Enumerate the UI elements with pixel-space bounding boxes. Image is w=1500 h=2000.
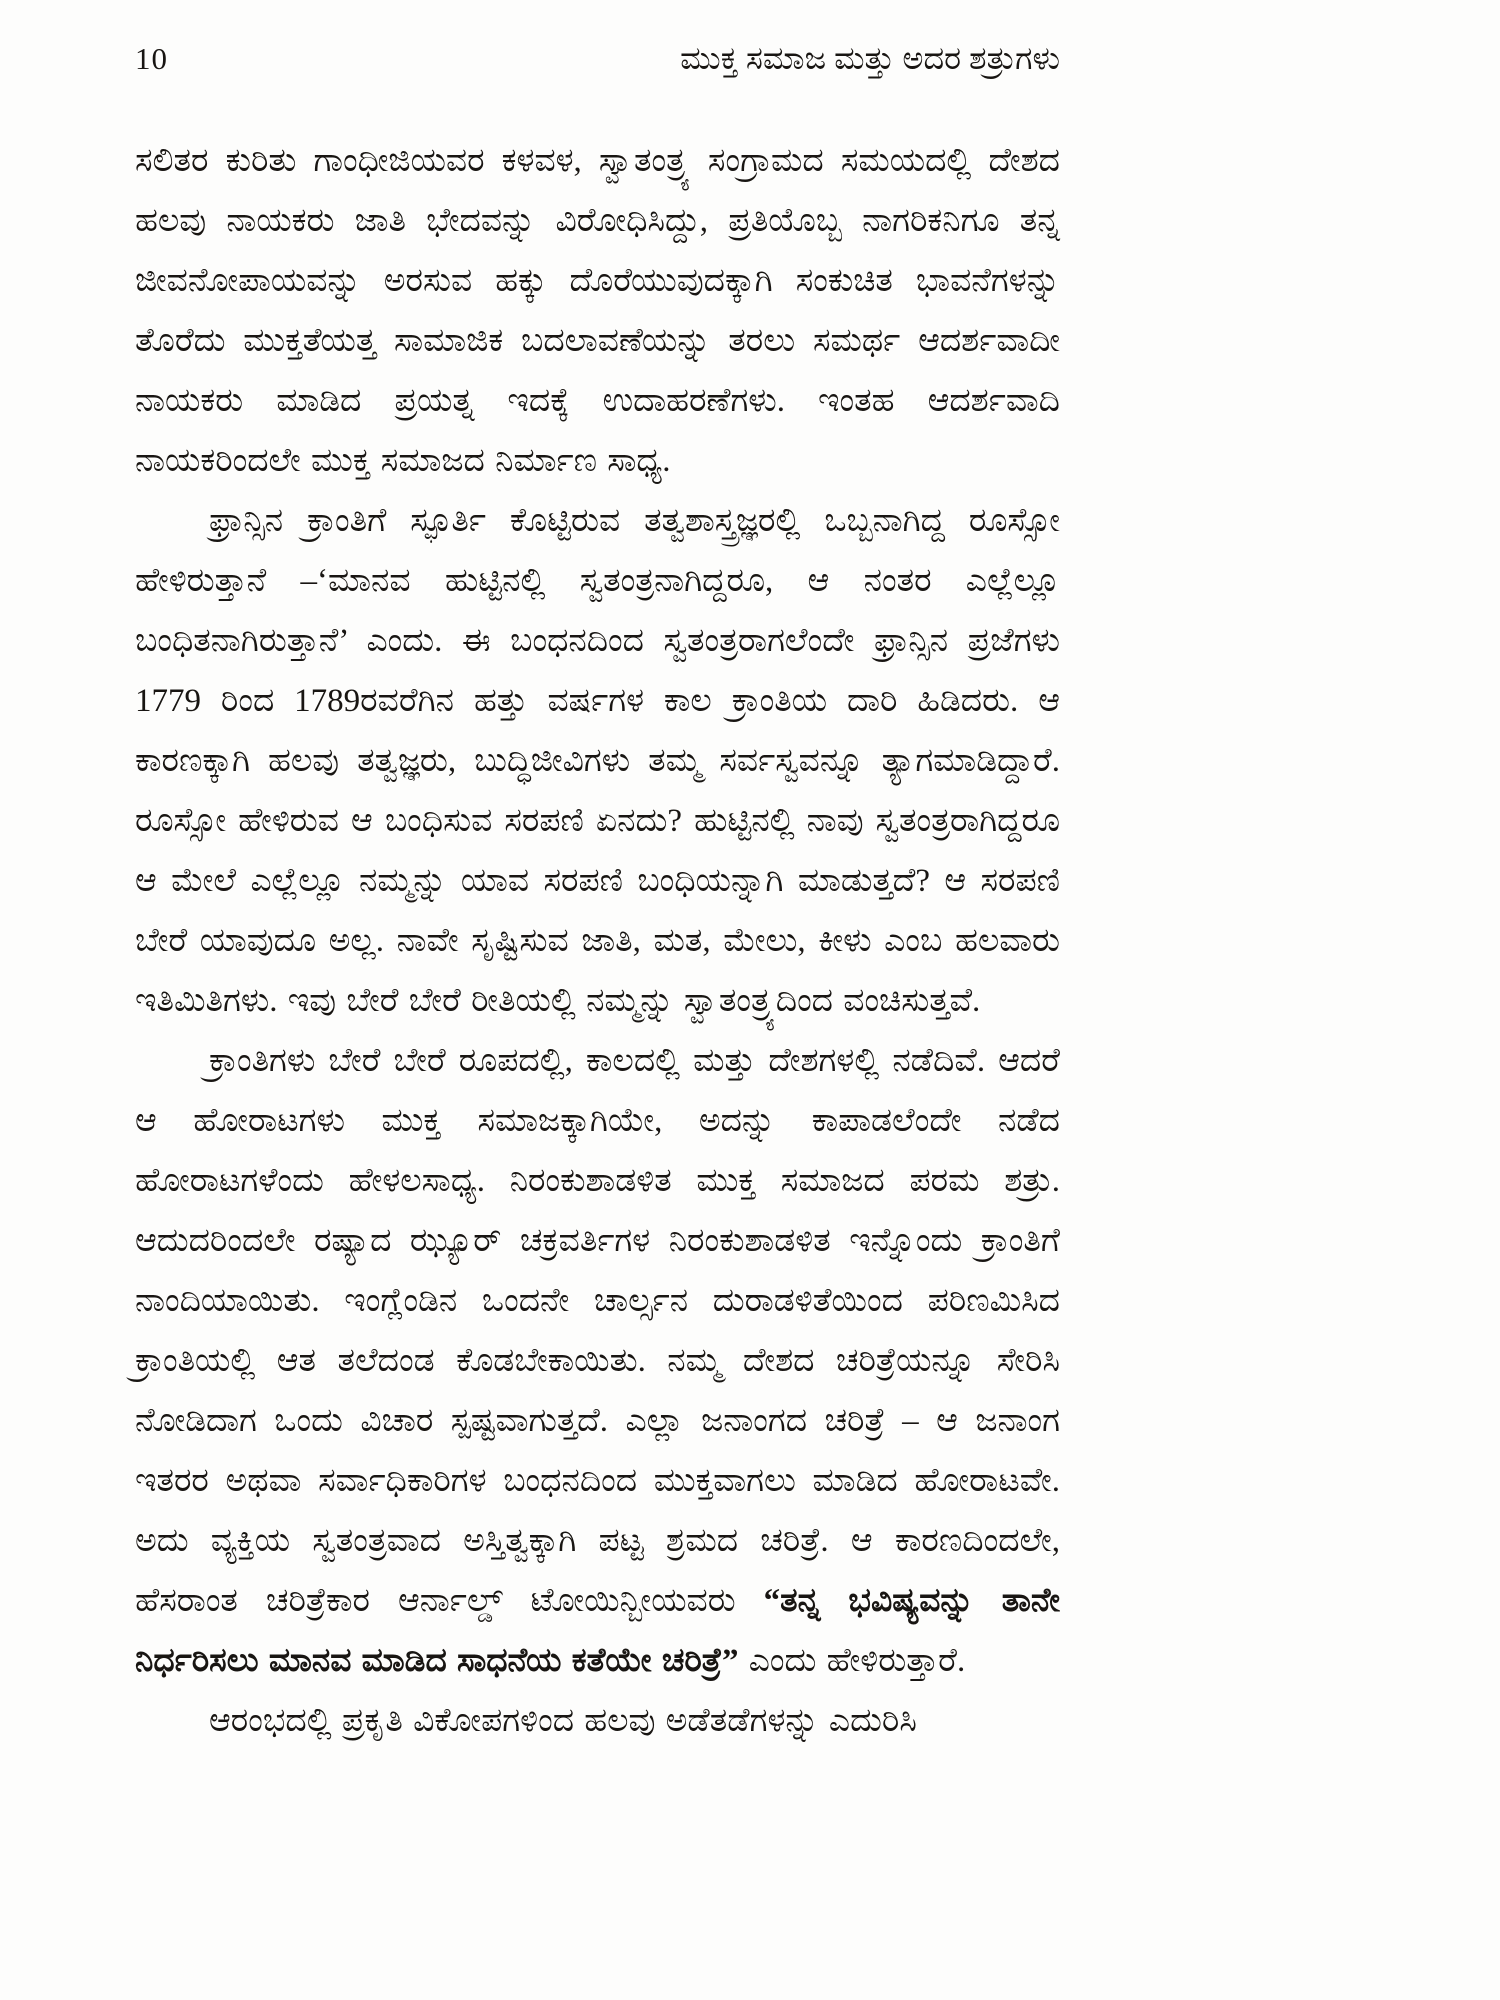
paragraph-text: ಎಂದು ಹೇಳಿರುತ್ತಾರೆ. (738, 1643, 966, 1679)
paragraph (135, 1031, 1060, 1691)
paragraph: ಸಲಿತರ ಕುರಿತು ಗಾಂಧೀಜಿಯವರ ಕಳವಳ, ಸ್ವಾತಂತ್ರ್ಯ ಸಂಗ್ರಾಮದ ಸಮಯದಲ್ಲಿ ದೇಶದ ಹಲವು ನಾಯಕರು ಜಾತಿ ಭೇದವನ್ನು ವಿರೋಧಿಸಿದ್ದು, ಪ್ರತಿಯೊಬ್ಬ ನಾಗರಿಕನಿಗೂ ತನ್ನ ಜೀವನೋಪಾಯವನ್ನು ಅರಸುವ ಹಕ್ಕು ದೊರೆಯುವುದಕ್ಕಾಗಿ ಸಂಕುಚಿತ ಭಾವನೆಗಳನ್ನು ತೊರೆದು ಮುಕ್ತತೆಯತ್ತ ಸಾಮಾಜಿಕ ಬದಲಾವಣೆಯನ್ನು ತರಲು ಸಮರ್ಥ ಆದರ್ಶವಾದೀ ನಾಯಕರು ಮಾಡಿದ ಪ್ರಯತ್ನ ಇದಕ್ಕೆ ಉದಾಹರಣೆಗಳು. ಇಂತಹ ಆದರ್ಶವಾದಿ ನಾಯಕರಿಂದಲೇ ಮುಕ್ತ ಸಮಾಜದ ನಿರ್ಮಾಣ ಸಾಧ್ಯ. (135, 143, 1060, 479)
paragraph-text: ಕ್ರಾಂತಿಗಳು ಬೇರೆ ಬೇರೆ ರೂಪದಲ್ಲಿ, ಕಾಲದಲ್ಲಿ ಮತ್ತು ದೇಶಗಳಲ್ಲಿ ನಡೆದಿವೆ. ಆದರೆ ಆ ಹೋರಾಟಗಳು ಮುಕ್ತ ಸಮಾಜಕ್ಕಾಗಿಯೇ, ಅದನ್ನು ಕಾಪಾಡಲೆಂದೇ ನಡೆದ ಹೋರಾಟಗಳೆಂದು ಹೇಳಲಸಾಧ್ಯ. ನಿರಂಕುಶಾಡಳಿತ ಮುಕ್ತ ಸಮಾಜದ ಪರಮ ಶತ್ರು. ಆದುದರಿಂದಲೇ ರಷ್ಯಾದ ಝ್ಯೂರ್ ಚಕ್ರವರ್ತಿಗಳ ನಿರಂಕುಶಾಡಳಿತ ಇನ್ನೊಂದು ಕ್ರಾಂತಿಗೆ ನಾಂದಿಯಾಯಿತು. ಇಂಗ್ಲೆಂಡಿನ ಒಂದನೇ ಚಾರ್ಲ್ಸನ ದುರಾಡಳಿತೆಯಿಂದ ಪರಿಣಮಿಸಿದ ಕ್ರಾಂತಿಯಲ್ಲಿ ಆತ ತಲೆದಂಡ ಕೊಡಬೇಕಾಯಿತು. ನಮ್ಮ ದೇಶದ ಚರಿತ್ರೆಯನ್ನೂ ಸೇರಿಸಿ ನೋಡಿದಾಗ ಒಂದು ವಿಚಾರ ಸ್ಪಷ್ಟವಾಗುತ್ತದೆ. ಎಲ್ಲಾ ಜನಾಂಗದ ಚರಿತ್ರೆ – ಆ ಜನಾಂಗ ಇತರರ ಅಥವಾ ಸರ್ವಾಧಿಕಾರಿಗಳ ಬಂಧನದಿಂದ ಮುಕ್ತವಾಗಲು ಮಾಡಿದ ಹೋರಾಟವೇ. ಅದು ವ್ಯಕ್ತಿಯ ಸ್ವತಂತ್ರವಾದ ಅಸ್ತಿತ್ವಕ್ಕಾಗಿ ಪಟ್ಟ ಶ್ರಮದ ಚರಿತ್ರೆ. ಆ ಕಾರಣದಿಂದಲೇ, ಹೆಸರಾಂತ ಚರಿತ್ರೆಕಾರ ಆರ್ನಾಲ್ಡ್ ಟೋಯಿನ್ಬೀಯವರು (135, 1043, 1060, 1619)
paragraph: ಆರಂಭದಲ್ಲಿ ಪ್ರಕೃತಿ ವಿಕೋಪಗಳಿಂದ ಹಲವು ಅಡೆತಡೆಗಳನ್ನು ಎದುರಿಸಿ (209, 1703, 917, 1739)
quoted-text: “ತನ್ನ ಭವಿಷ್ಯವನ್ನು ತಾನೇ ನಿರ್ಧರಿಸಲು ಮಾನವ ಮಾಡಿದ ಸಾಧನೆಯ ಕತೆಯೇ ಚರಿತ್ರೆ” (135, 1583, 1061, 1679)
page-number: 10 (135, 41, 168, 76)
page-header (135, 38, 1060, 79)
running-title: ಮುಕ್ತ ಸಮಾಜ ಮತ್ತು ಅದರ ಶತ್ರುಗಳು (680, 40, 1060, 76)
paragraph: ಫ್ರಾನ್ಸಿನ ಕ್ರಾಂತಿಗೆ ಸ್ಫೂರ್ತಿ ಕೊಟ್ಟಿರುವ ತತ್ವಶಾಸ್ತ್ರಜ್ಞರಲ್ಲಿ ಒಬ್ಬನಾಗಿದ್ದ ರೂಸ್ಸೋ ಹೇಳಿರುತ್ತಾನೆ –‘ಮಾನವ ಹುಟ್ಟಿನಲ್ಲಿ ಸ್ವತಂತ್ರನಾಗಿದ್ದರೂ, ಆ ನಂತರ ಎಲ್ಲೆಲ್ಲೂ ಬಂಧಿತನಾಗಿರುತ್ತಾನೆ’ ಎಂದು. ಈ ಬಂಧನದಿಂದ ಸ್ವತಂತ್ರರಾಗಲೆಂದೇ ಫ್ರಾನ್ಸಿನ ಪ್ರಜೆಗಳು 1779 ರಿಂದ 1789ರವರೆಗಿನ ಹತ್ತು ವರ್ಷಗಳ ಕಾಲ ಕ್ರಾಂತಿಯ ದಾರಿ ಹಿಡಿದರು. ಆ ಕಾರಣಕ್ಕಾಗಿ ಹಲವು ತತ್ವಜ್ಞರು, ಬುದ್ಧಿಜೀವಿಗಳು ತಮ್ಮ ಸರ್ವಸ್ವವನ್ನೂ ತ್ಯಾಗಮಾಡಿದ್ದಾರೆ. ರೂಸ್ಸೋ ಹೇಳಿರುವ ಆ ಬಂಧಿಸುವ ಸರಪಣಿ ಏನದು? ಹುಟ್ಟಿನಲ್ಲಿ ನಾವು ಸ್ವತಂತ್ರರಾಗಿದ್ದರೂ ಆ ಮೇಲೆ ಎಲ್ಲೆಲ್ಲೂ ನಮ್ಮನ್ನು ಯಾವ ಸರಪಣಿ ಬಂಧಿಯನ್ನಾಗಿ ಮಾಡುತ್ತದೆ? ಆ ಸರಪಣಿ ಬೇರೆ ಯಾವುದೂ ಅಲ್ಲ. ನಾವೇ ಸೃಷ್ಟಿಸುವ ಜಾತಿ, ಮತ, ಮೇಲು, ಕೀಳು ಎಂಬ ಹಲವಾರು ಇತಿಮಿತಿಗಳು. ಇವು ಬೇರೆ ಬೇರೆ ರೀತಿಯಲ್ಲಿ ನಮ್ಮನ್ನು ಸ್ವಾತಂತ್ರ್ಯದಿಂದ ವಂಚಿಸುತ್ತವೆ. (135, 503, 1060, 1019)
page-content (135, 38, 1060, 1751)
body-text (135, 131, 1060, 1751)
